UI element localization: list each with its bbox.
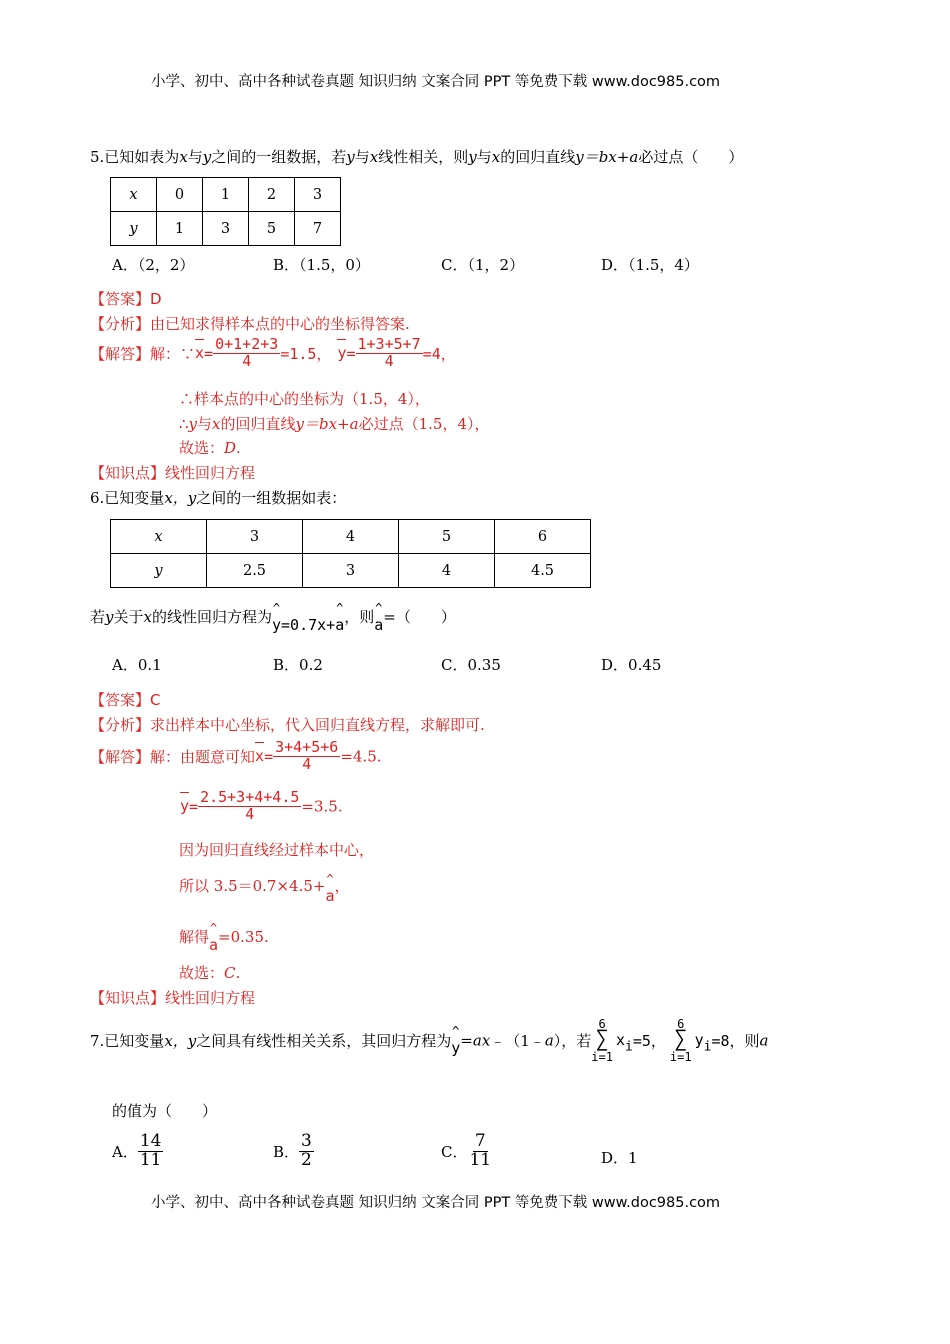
q6-text: =（ ）: [383, 608, 456, 626]
q5-table-cell: y: [111, 212, 157, 246]
q5-solution-line: 【解答】解：∵x= $\frac{0+1+2+3}{4}$ =1.5， y= $\frac{1+3+5+7}{4}$ =4，: [90, 335, 456, 370]
a-hat-symbol: ^ a: [209, 936, 218, 954]
analysis-label: 【分析】: [90, 716, 151, 734]
q5-stem-text: 5.已知如表为: [90, 148, 180, 166]
fraction-denominator: 4: [302, 754, 312, 773]
q6-text: 关于: [113, 608, 144, 626]
xbar-symbol: x: [195, 344, 205, 363]
q6-solution-step1: 因为回归直线经过样本中心，: [179, 841, 375, 859]
q6-text: 若: [90, 608, 106, 626]
q6-data-table: [110, 519, 591, 588]
fraction-numerator: 3+4+5+6: [275, 738, 339, 756]
answer-label: 【答案】: [90, 290, 151, 308]
q5-table-cell: 5: [249, 212, 295, 246]
q7-equation: ﹣（1﹣: [490, 1031, 545, 1050]
sigma-icon: ∑: [674, 1027, 688, 1052]
q5-table-cell: 3: [203, 212, 249, 246]
q6-equation: =0.7x+: [281, 616, 336, 634]
xbar-value: =1.5，: [280, 344, 332, 363]
sum-body: y: [694, 1031, 704, 1050]
q7-option-a: [112, 1133, 163, 1170]
choice-letter: C: [224, 964, 236, 982]
var-y: y: [105, 608, 114, 626]
option-text: 1: [628, 1149, 638, 1167]
a-hat-symbol: ^ a: [335, 616, 344, 634]
q5-stem-text: 的回归直线: [500, 148, 576, 166]
q5-option-b: B．（1.5，0）: [273, 256, 370, 274]
q7-equation: =: [460, 1031, 473, 1050]
q7-equation: ax: [472, 1031, 491, 1050]
q7-stem-text: 之间具有线性相关关系，其回归方程为: [196, 1031, 452, 1050]
option-label: A．: [112, 1142, 138, 1161]
step-text: 故选：: [179, 964, 225, 982]
page-footer: 小学、初中、高中各种试卷真题 知识归纳 文案合同 PPT 等免费下载 www.doc985.com: [151, 1195, 721, 1211]
analysis-text: 求出样本中心坐标，代入回归直线方程，求解即可.: [150, 716, 485, 734]
sum-value: =5，: [632, 1031, 666, 1050]
option-fraction: [299, 1133, 314, 1170]
q5-table-cell: 0: [157, 178, 203, 212]
q5-table-cell: 3: [295, 178, 341, 212]
knowledge-text: 线性回归方程: [165, 989, 256, 1007]
step-text: 必过点（1.5，4），: [358, 415, 490, 433]
answer-value: C: [150, 691, 161, 709]
fraction-denominator: 11: [469, 1149, 492, 1170]
q5-stem-text: 必过点（ ）: [638, 148, 744, 166]
var-x: x: [212, 415, 221, 433]
q5-solution-step3: [179, 437, 241, 458]
q6-option-b: B．0.2: [273, 656, 323, 674]
q6-analysis: [90, 714, 485, 735]
sum-subscript: i: [625, 1039, 633, 1055]
q6-stem: [90, 487, 346, 508]
option-fraction: [138, 1133, 164, 1170]
fraction-numerator: 14: [139, 1131, 162, 1151]
q7-vars: x，y: [164, 1031, 197, 1050]
sum-upper-limit: 6: [677, 1017, 685, 1031]
q6-table-cell: 4: [303, 520, 399, 554]
fraction-numerator: 1+3+5+7: [357, 335, 421, 353]
option-label: B．: [273, 1142, 300, 1161]
q5-data-table: [110, 177, 341, 246]
q5-analysis: [90, 313, 410, 334]
q6-table-cell: 4.5: [495, 554, 591, 588]
xbar-value: =4.5.: [340, 747, 382, 766]
sum-upper-limit: 6: [598, 1017, 606, 1031]
q6-table-cell: 4: [399, 554, 495, 588]
answer-label: 【答案】: [90, 691, 151, 709]
q5-var-y: y: [346, 148, 355, 166]
q6-solution-step4: [179, 962, 240, 983]
q6-text: ，则: [344, 608, 375, 626]
sum-lower-limit: i=1: [669, 1049, 692, 1064]
q5-option-c: C．（1，2）: [441, 256, 525, 274]
step-text: 解得: [179, 928, 210, 946]
a-hat-symbol: ^ a: [325, 887, 334, 905]
q7-stem-text: ），若: [553, 1031, 592, 1050]
option-label: D．: [601, 1149, 629, 1167]
q6-ybar-line: y= $\frac{2.5+3+4+4.5}{4}$ =3.5.: [180, 788, 343, 823]
xbar-fraction: [213, 337, 280, 370]
q7-option-b: [273, 1133, 314, 1170]
q5-solution-step2: [179, 413, 490, 434]
q6-table-cell: x: [111, 520, 207, 554]
knowledge-label: 【知识点】: [90, 989, 166, 1007]
q6-solution-step3: [179, 926, 269, 954]
var-a: a: [544, 1031, 554, 1050]
option-fraction: [467, 1133, 493, 1170]
q5-var-y: y: [202, 148, 212, 166]
q6-vars: x，y: [164, 489, 197, 507]
solution-intro: 解：∵: [150, 344, 196, 363]
choice-letter: D: [224, 439, 237, 457]
step-text: 与: [197, 415, 213, 433]
q5-solution-step1: ∴样本点的中心的坐标为（1.5，4），: [179, 390, 430, 408]
var-x: x: [143, 608, 152, 626]
q5-knowledge: [90, 462, 255, 483]
q6-table-cell: 2.5: [207, 554, 303, 588]
solution-label: 【解答】: [90, 344, 151, 363]
q6-table-cell: 5: [399, 520, 495, 554]
fraction-numerator: 2.5+3+4+4.5: [200, 788, 300, 806]
q5-table-cell: 2: [249, 178, 295, 212]
option-label: C．: [441, 1142, 468, 1161]
knowledge-text: 线性回归方程: [165, 464, 256, 482]
y-hat-symbol: ^ y: [272, 616, 281, 634]
step-text: 所以 3.5＝0.7×4.5+: [179, 877, 326, 895]
q5-stem-text: 与: [476, 148, 492, 166]
q5-stem-text: 与: [354, 148, 370, 166]
q7-stem-text: 7.已知变量: [90, 1031, 165, 1050]
q5-option-d: D．（1.5，4）: [601, 256, 699, 274]
ybar-fraction: [356, 337, 423, 370]
sum-lower-limit: i=1: [591, 1049, 613, 1064]
sum-body: x: [615, 1031, 626, 1050]
q5-table-cell: 1: [203, 178, 249, 212]
analysis-label: 【分析】: [90, 315, 151, 333]
q5-table-cell: 7: [295, 212, 341, 246]
q6-option-c: C．0.35: [441, 656, 501, 674]
step-text: =0.35.: [218, 928, 269, 946]
step-text: ∴: [179, 415, 189, 433]
sum-symbol: [670, 1018, 692, 1063]
sum-subscript: i: [703, 1039, 712, 1055]
ybar-symbol: y: [180, 797, 190, 816]
q6-text: 的线性回归方程为: [151, 608, 272, 626]
q5-answer: [90, 288, 162, 309]
fraction-denominator: 4: [384, 351, 394, 370]
q6-option-a: A．0.1: [112, 656, 162, 674]
q5-stem-text: 线性相关，则: [378, 148, 469, 166]
q6-knowledge: [90, 987, 255, 1008]
fraction-denominator: 4: [245, 804, 255, 823]
solution-intro: 解：由题意可知: [150, 747, 256, 766]
xbar-fraction: [273, 740, 340, 773]
page-header: 小学、初中、高中各种试卷真题 知识归纳 文案合同 PPT 等免费下载 www.doc985.com: [151, 74, 721, 90]
y-hat-symbol: ^ y: [451, 1039, 460, 1057]
equation: y＝bx+a: [295, 415, 359, 433]
fraction-denominator: 2: [301, 1149, 312, 1170]
ybar-fraction: [198, 790, 301, 823]
q5-table-cell: 1: [157, 212, 203, 246]
step-text: .: [236, 439, 241, 457]
q6-solution-step2: [179, 875, 350, 905]
q5-table-cell: x: [111, 178, 157, 212]
q5-stem-text: 之间的一组数据，若: [211, 148, 347, 166]
step-text: .: [235, 964, 241, 982]
analysis-text: 由已知求得样本点的中心的坐标得答案.: [150, 315, 410, 333]
q6-answer: [90, 689, 161, 710]
q6-option-d: D．0.45: [601, 656, 662, 674]
sum-symbol: [591, 1018, 613, 1063]
step-text: 的回归直线: [220, 415, 296, 433]
q6-table-cell: 6: [495, 520, 591, 554]
q5-stem-text: 与: [187, 148, 203, 166]
q6-solution-line: 【解答】解：由题意可知x= $\frac{3+4+5+6}{4}$ =4.5.: [90, 738, 382, 773]
fraction-numerator: 3: [301, 1131, 312, 1151]
q6-stem-text: 6.已知变量: [90, 489, 165, 507]
a-hat-symbol: ^ a: [374, 616, 383, 634]
q6-table-cell: 3: [207, 520, 303, 554]
q5-var-x: x: [491, 148, 501, 166]
q7-option-d: [601, 1147, 638, 1168]
q6-table-cell: 3: [303, 554, 399, 588]
ybar-value: =3.5.: [301, 797, 343, 816]
q7-option-c: [441, 1133, 493, 1170]
q5-var-x: x: [369, 148, 379, 166]
var-a: a: [759, 1031, 769, 1050]
q5-equation: y＝bx+a: [575, 148, 639, 166]
q6-table-cell: y: [111, 554, 207, 588]
q7-stem-line2: 的值为（ ）: [112, 1102, 218, 1120]
q6-question: [90, 606, 456, 634]
knowledge-label: 【知识点】: [90, 464, 166, 482]
step-text: ，: [334, 877, 350, 895]
ybar-symbol: y: [337, 344, 347, 363]
xbar-symbol: x: [255, 747, 265, 766]
fraction-denominator: 11: [139, 1149, 162, 1170]
q6-stem-text: 之间的一组数据如表：: [196, 489, 347, 507]
var-y: y: [188, 415, 198, 433]
answer-value: D: [150, 290, 162, 308]
step-text: 故选：: [179, 439, 225, 457]
q5-var-y: y: [468, 148, 477, 166]
sum-value: =8，则: [711, 1031, 760, 1050]
sigma-icon: ∑: [595, 1027, 609, 1052]
q5-option-a: A．（2，2）: [112, 256, 195, 274]
ybar-value: =4，: [422, 344, 456, 363]
q5-stem: [90, 146, 743, 167]
fraction-numerator: 0+1+2+3: [215, 335, 279, 353]
q5-var-x: x: [179, 148, 188, 166]
q7-stem: [90, 1018, 768, 1063]
fraction-denominator: 4: [242, 351, 252, 370]
solution-label: 【解答】: [90, 747, 151, 766]
fraction-numerator: 7: [474, 1131, 486, 1151]
